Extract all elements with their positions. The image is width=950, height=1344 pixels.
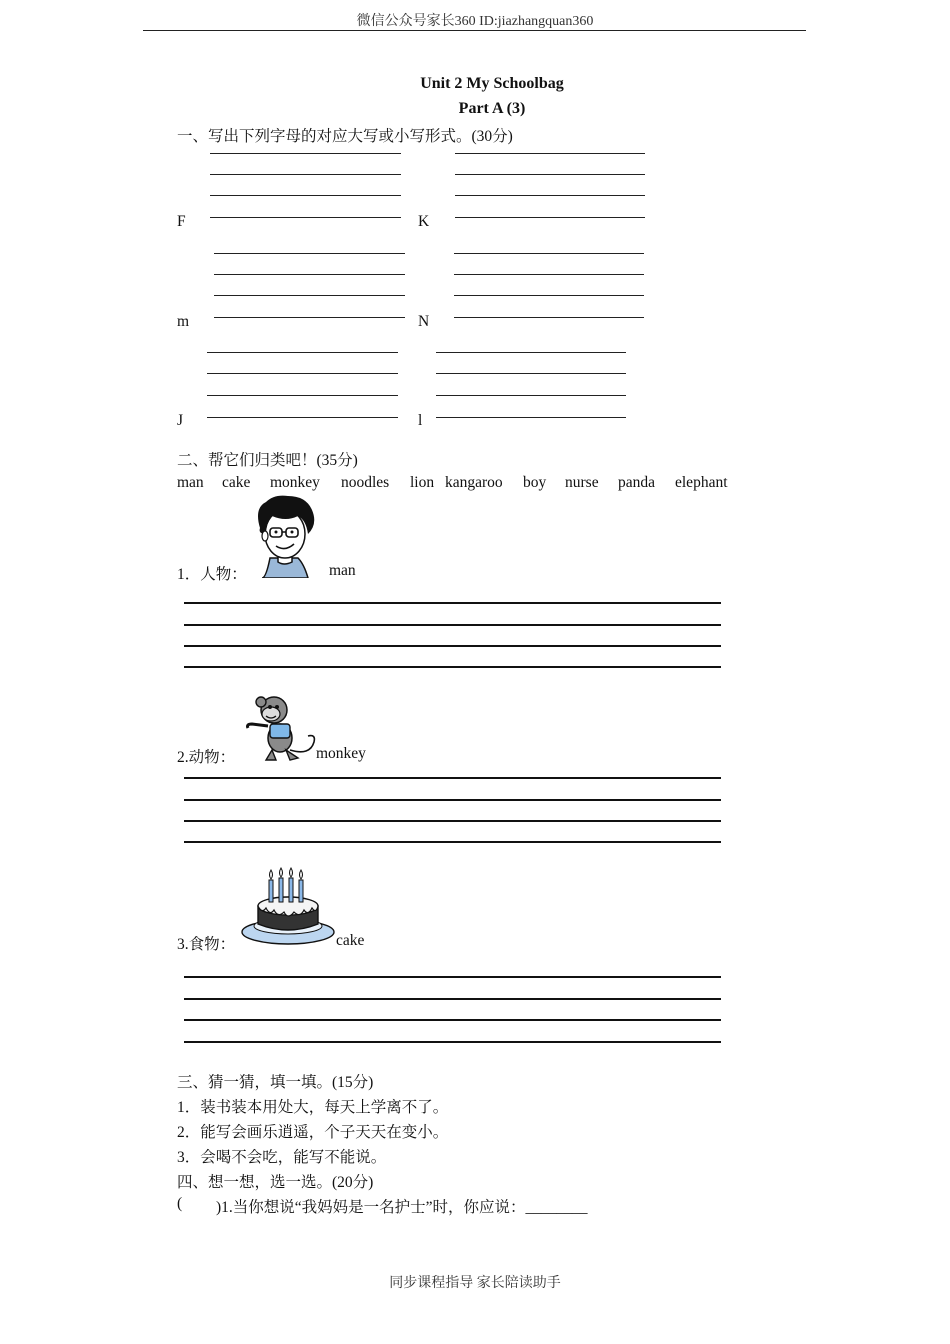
write-line[interactable] bbox=[436, 373, 626, 374]
word-item: elephant bbox=[675, 474, 728, 491]
section2-heading: 二、帮它们归类吧！(35分) bbox=[177, 452, 358, 469]
write-line[interactable] bbox=[207, 417, 398, 418]
word-item: lion bbox=[410, 474, 435, 491]
write-line[interactable] bbox=[454, 274, 644, 275]
write-line[interactable] bbox=[436, 352, 626, 353]
boy-with-glasses-icon bbox=[248, 494, 320, 578]
riddle-item: 2．能写会画乐逍遥，个子天天在变小。 bbox=[177, 1124, 449, 1141]
letter-m: m bbox=[177, 313, 190, 330]
riddle-item: 3．会喝不会吃，能写不能说。 bbox=[177, 1149, 387, 1166]
word-item: nurse bbox=[565, 474, 599, 491]
answer-line[interactable] bbox=[184, 976, 721, 978]
answer-line[interactable] bbox=[184, 1041, 721, 1043]
section1-heading: 一、写出下列字母的对应大写或小写形式。(30分) bbox=[177, 128, 513, 145]
write-line[interactable] bbox=[207, 373, 398, 374]
word-item: kangaroo bbox=[445, 474, 503, 491]
part-title: Part A (3) bbox=[458, 100, 526, 117]
write-line[interactable] bbox=[455, 217, 645, 218]
choice-question-1: )1.当你想说“我妈妈是一名护士”时，你应说：________ bbox=[216, 1199, 588, 1216]
birthday-cake-icon bbox=[240, 866, 336, 946]
group-food-example: cake bbox=[336, 932, 365, 949]
write-line[interactable] bbox=[455, 195, 645, 196]
write-line[interactable] bbox=[207, 352, 398, 353]
write-line[interactable] bbox=[210, 217, 401, 218]
write-line[interactable] bbox=[214, 317, 405, 318]
answer-line[interactable] bbox=[184, 1019, 721, 1021]
group-food-label: 3.食物： bbox=[177, 936, 236, 953]
word-bank bbox=[0, 474, 950, 494]
monkey-icon bbox=[244, 694, 318, 762]
write-line[interactable] bbox=[454, 253, 644, 254]
answer-line[interactable] bbox=[184, 777, 721, 779]
answer-line[interactable] bbox=[184, 666, 721, 668]
word-item: boy bbox=[523, 474, 547, 491]
group-animals-example: monkey bbox=[316, 745, 366, 762]
write-line[interactable] bbox=[454, 317, 644, 318]
word-item: cake bbox=[222, 474, 251, 491]
word-item: panda bbox=[618, 474, 656, 491]
choice-answer-open-paren: ( bbox=[177, 1195, 183, 1212]
riddle-item: 1．装书装本用处大，每天上学离不了。 bbox=[177, 1099, 449, 1116]
write-line[interactable] bbox=[454, 295, 644, 296]
write-line[interactable] bbox=[436, 417, 626, 418]
write-line[interactable] bbox=[210, 195, 401, 196]
write-line[interactable] bbox=[455, 153, 645, 154]
answer-line[interactable] bbox=[184, 799, 721, 801]
write-line[interactable] bbox=[210, 174, 401, 175]
letter-f: F bbox=[177, 213, 186, 230]
write-line[interactable] bbox=[207, 395, 398, 396]
write-line[interactable] bbox=[214, 274, 405, 275]
word-item: noodles bbox=[341, 474, 390, 491]
write-line[interactable] bbox=[214, 253, 405, 254]
section3-heading: 三、猜一猜，填一填。(15分) bbox=[177, 1074, 374, 1091]
section4-heading: 四、想一想，选一选。(20分) bbox=[177, 1174, 374, 1191]
answer-line[interactable] bbox=[184, 645, 721, 647]
unit-title: Unit 2 My Schoolbag bbox=[420, 75, 564, 92]
answer-line[interactable] bbox=[184, 602, 721, 604]
answer-line[interactable] bbox=[184, 624, 721, 626]
write-line[interactable] bbox=[436, 395, 626, 396]
group-animals-label: 2.动物： bbox=[177, 749, 236, 766]
write-line[interactable] bbox=[210, 153, 401, 154]
letter-k: K bbox=[418, 213, 430, 230]
write-line[interactable] bbox=[214, 295, 405, 296]
word-item: man bbox=[177, 474, 204, 491]
group-people-label: 1．人物： bbox=[177, 566, 247, 583]
page-header: 微信公众号家长360 ID:jiazhangquan360 bbox=[356, 14, 594, 29]
page-footer: 同步课程指导 家长陪读助手 bbox=[389, 1276, 561, 1291]
letter-l: l bbox=[418, 412, 423, 429]
answer-line[interactable] bbox=[184, 841, 721, 843]
header-rule bbox=[143, 30, 806, 31]
letter-j: J bbox=[177, 412, 184, 429]
write-line[interactable] bbox=[455, 174, 645, 175]
word-item: monkey bbox=[270, 474, 320, 491]
letter-n: N bbox=[418, 313, 430, 330]
group-people-example: man bbox=[329, 562, 356, 579]
answer-line[interactable] bbox=[184, 820, 721, 822]
answer-line[interactable] bbox=[184, 998, 721, 1000]
